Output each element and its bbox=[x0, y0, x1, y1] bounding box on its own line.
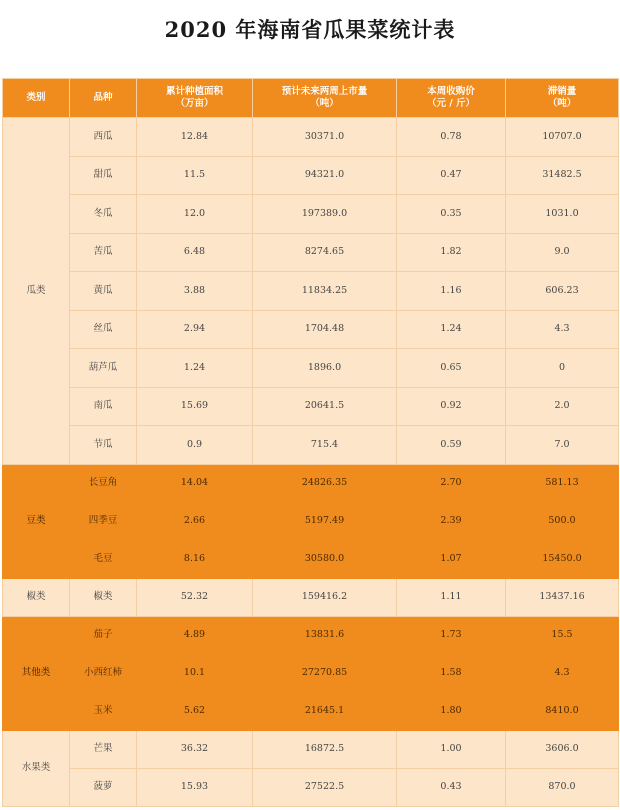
statistics-table bbox=[2, 78, 619, 807]
unsold-cell: 2.0 bbox=[506, 387, 619, 426]
unsold-cell: 1031.0 bbox=[506, 195, 619, 234]
price-cell: 0.43 bbox=[397, 768, 506, 806]
area-cell: 10.1 bbox=[137, 654, 253, 692]
variety-cell: 菠萝 bbox=[70, 768, 137, 806]
variety-cell: 丝瓜 bbox=[70, 310, 137, 349]
variety-cell: 长豆角 bbox=[70, 464, 137, 502]
forecast-cell: 21645.1 bbox=[253, 692, 397, 730]
header-forecast-label: 预计未来两周上市量 bbox=[281, 86, 368, 97]
header-area-label: 累计种植面积 bbox=[165, 86, 223, 97]
unsold-cell: 31482.5 bbox=[506, 156, 619, 195]
forecast-cell: 94321.0 bbox=[253, 156, 397, 195]
price-cell: 1.80 bbox=[397, 692, 506, 730]
area-cell: 1.24 bbox=[137, 349, 253, 388]
table-row bbox=[3, 387, 619, 426]
header-price-label: 本周收购价 bbox=[427, 86, 475, 97]
price-cell: 0.92 bbox=[397, 387, 506, 426]
header-area-unit: （万亩） bbox=[175, 98, 214, 109]
header-forecast-unit: （吨） bbox=[310, 98, 339, 109]
area-cell: 4.89 bbox=[137, 616, 253, 654]
area-cell: 2.94 bbox=[137, 310, 253, 349]
category-cell: 瓜类 bbox=[3, 118, 70, 465]
table-row bbox=[3, 616, 619, 654]
area-cell: 3.88 bbox=[137, 272, 253, 311]
unsold-cell: 0 bbox=[506, 349, 619, 388]
table-row bbox=[3, 272, 619, 311]
unsold-cell: 7.0 bbox=[506, 426, 619, 465]
area-cell: 11.5 bbox=[137, 156, 253, 195]
header-unsold-label: 滞销量 bbox=[547, 86, 577, 97]
variety-cell: 黄瓜 bbox=[70, 272, 137, 311]
forecast-cell: 20641.5 bbox=[253, 387, 397, 426]
area-cell: 0.9 bbox=[137, 426, 253, 465]
table-row bbox=[3, 692, 619, 730]
table-row bbox=[3, 654, 619, 692]
header-forecast bbox=[253, 79, 397, 118]
table-row bbox=[3, 578, 619, 616]
forecast-cell: 5197.49 bbox=[253, 502, 397, 540]
table-row bbox=[3, 768, 619, 806]
unsold-cell: 8410.0 bbox=[506, 692, 619, 730]
forecast-cell: 8274.65 bbox=[253, 233, 397, 272]
unsold-cell: 9.0 bbox=[506, 233, 619, 272]
price-cell: 0.47 bbox=[397, 156, 506, 195]
header-unsold bbox=[506, 79, 619, 118]
variety-cell: 椒类 bbox=[70, 578, 137, 616]
price-cell: 1.00 bbox=[397, 730, 506, 768]
variety-cell: 冬瓜 bbox=[70, 195, 137, 234]
price-cell: 1.24 bbox=[397, 310, 506, 349]
forecast-cell: 16872.5 bbox=[253, 730, 397, 768]
forecast-cell: 24826.35 bbox=[253, 464, 397, 502]
forecast-cell: 30580.0 bbox=[253, 540, 397, 578]
price-cell: 2.39 bbox=[397, 502, 506, 540]
unsold-cell: 13437.16 bbox=[506, 578, 619, 616]
variety-cell: 毛豆 bbox=[70, 540, 137, 578]
forecast-cell: 13831.6 bbox=[253, 616, 397, 654]
header-price bbox=[397, 79, 506, 118]
forecast-cell: 1896.0 bbox=[253, 349, 397, 388]
table-header-row bbox=[3, 79, 619, 118]
table-row bbox=[3, 233, 619, 272]
variety-cell: 南瓜 bbox=[70, 387, 137, 426]
area-cell: 14.04 bbox=[137, 464, 253, 502]
table-row bbox=[3, 464, 619, 502]
header-unsold-unit: （吨） bbox=[547, 98, 577, 109]
forecast-cell: 1704.48 bbox=[253, 310, 397, 349]
area-cell: 12.84 bbox=[137, 118, 253, 157]
area-cell: 2.66 bbox=[137, 502, 253, 540]
unsold-cell: 4.3 bbox=[506, 310, 619, 349]
unsold-cell: 606.23 bbox=[506, 272, 619, 311]
unsold-cell: 15450.0 bbox=[506, 540, 619, 578]
category-cell: 其他类 bbox=[3, 616, 70, 730]
forecast-cell: 11834.25 bbox=[253, 272, 397, 311]
area-cell: 5.62 bbox=[137, 692, 253, 730]
forecast-cell: 27522.5 bbox=[253, 768, 397, 806]
area-cell: 15.69 bbox=[137, 387, 253, 426]
price-cell: 1.07 bbox=[397, 540, 506, 578]
price-cell: 1.73 bbox=[397, 616, 506, 654]
variety-cell: 西瓜 bbox=[70, 118, 137, 157]
price-cell: 1.11 bbox=[397, 578, 506, 616]
forecast-cell: 30371.0 bbox=[253, 118, 397, 157]
price-cell: 0.65 bbox=[397, 349, 506, 388]
forecast-cell: 27270.85 bbox=[253, 654, 397, 692]
unsold-cell: 10707.0 bbox=[506, 118, 619, 157]
price-cell: 1.82 bbox=[397, 233, 506, 272]
variety-cell: 苦瓜 bbox=[70, 233, 137, 272]
table-row bbox=[3, 195, 619, 234]
area-cell: 15.93 bbox=[137, 768, 253, 806]
variety-cell: 芒果 bbox=[70, 730, 137, 768]
price-cell: 0.59 bbox=[397, 426, 506, 465]
header-price-unit: （元 / 斤） bbox=[426, 98, 476, 109]
table-row bbox=[3, 118, 619, 157]
variety-cell: 节瓜 bbox=[70, 426, 137, 465]
price-cell: 1.58 bbox=[397, 654, 506, 692]
price-cell: 0.78 bbox=[397, 118, 506, 157]
category-cell: 豆类 bbox=[3, 464, 70, 578]
header-area bbox=[137, 79, 253, 118]
unsold-cell: 500.0 bbox=[506, 502, 619, 540]
unsold-cell: 581.13 bbox=[506, 464, 619, 502]
forecast-cell: 715.4 bbox=[253, 426, 397, 465]
variety-cell: 甜瓜 bbox=[70, 156, 137, 195]
area-cell: 8.16 bbox=[137, 540, 253, 578]
variety-cell: 小西红柿 bbox=[70, 654, 137, 692]
forecast-cell: 197389.0 bbox=[253, 195, 397, 234]
table-row bbox=[3, 310, 619, 349]
table-row bbox=[3, 426, 619, 465]
table-row bbox=[3, 156, 619, 195]
forecast-cell: 159416.2 bbox=[253, 578, 397, 616]
page-title: 2020 年海南省瓜果菜统计表 bbox=[164, 17, 456, 42]
price-cell: 2.70 bbox=[397, 464, 506, 502]
table-row bbox=[3, 349, 619, 388]
price-cell: 1.16 bbox=[397, 272, 506, 311]
table-row bbox=[3, 730, 619, 768]
unsold-cell: 3606.0 bbox=[506, 730, 619, 768]
variety-cell: 玉米 bbox=[70, 692, 137, 730]
header-category: 类别 bbox=[3, 79, 70, 118]
table-body bbox=[3, 118, 619, 807]
category-cell: 水果类 bbox=[3, 730, 70, 806]
header-variety: 品种 bbox=[70, 79, 137, 118]
table-row bbox=[3, 502, 619, 540]
area-cell: 6.48 bbox=[137, 233, 253, 272]
variety-cell: 茄子 bbox=[70, 616, 137, 654]
area-cell: 52.32 bbox=[137, 578, 253, 616]
variety-cell: 葫芦瓜 bbox=[70, 349, 137, 388]
unsold-cell: 4.3 bbox=[506, 654, 619, 692]
unsold-cell: 15.5 bbox=[506, 616, 619, 654]
table-row bbox=[3, 540, 619, 578]
category-cell: 椒类 bbox=[3, 578, 70, 616]
area-cell: 36.32 bbox=[137, 730, 253, 768]
unsold-cell: 870.0 bbox=[506, 768, 619, 806]
price-cell: 0.35 bbox=[397, 195, 506, 234]
variety-cell: 四季豆 bbox=[70, 502, 137, 540]
area-cell: 12.0 bbox=[137, 195, 253, 234]
